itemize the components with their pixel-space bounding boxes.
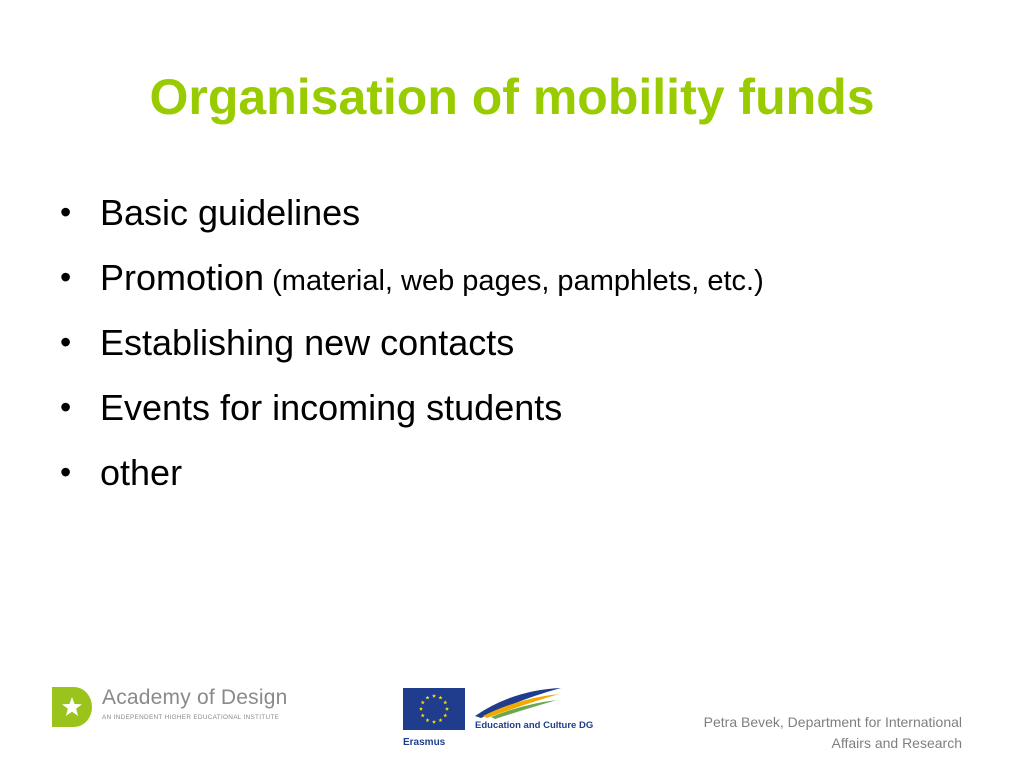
bullet-list: [60, 180, 764, 505]
bullet-item: [60, 375, 764, 440]
academy-name: Academy of Design: [102, 686, 288, 709]
bullet-item: [60, 245, 764, 310]
bullet-item: [60, 310, 764, 375]
erasmus-label: Erasmus: [403, 737, 446, 748]
bullet-text: Promotion: [100, 257, 265, 298]
bullet-note: (material, web pages, pamphlets, etc.): [264, 265, 764, 297]
bullet-dot-icon: •: [60, 194, 72, 230]
academy-tagline: AN INDEPENDENT HIGHER EDUCATIONAL INSTITUTE: [102, 714, 280, 721]
bullet-item: [60, 440, 764, 505]
swoosh-icon: [473, 686, 563, 720]
eu-flag-icon: [403, 688, 465, 730]
bullet-dot-icon: •: [60, 324, 72, 360]
footer-credit: [704, 712, 962, 754]
slide-title: Organisation of mobility funds: [149, 69, 875, 125]
academy-of-design-logo: [52, 687, 292, 729]
bullet-dot-icon: •: [60, 389, 72, 425]
bullet-text: other: [100, 452, 183, 493]
dg-label: Education and Culture DG: [475, 720, 594, 731]
bullet-text: Basic guidelines: [100, 192, 361, 233]
footer-line: Petra Bevek, Department for International: [703, 714, 962, 730]
footer-line: Affairs and Research: [831, 735, 962, 751]
erasmus-logo: [403, 686, 594, 752]
bullet-text: Establishing new contacts: [100, 322, 515, 363]
bullet-text: Events for incoming students: [100, 387, 563, 428]
bullet-item: [60, 180, 764, 245]
bullet-dot-icon: •: [60, 259, 72, 295]
bullet-dot-icon: •: [60, 454, 72, 490]
star-icon: [52, 687, 92, 727]
